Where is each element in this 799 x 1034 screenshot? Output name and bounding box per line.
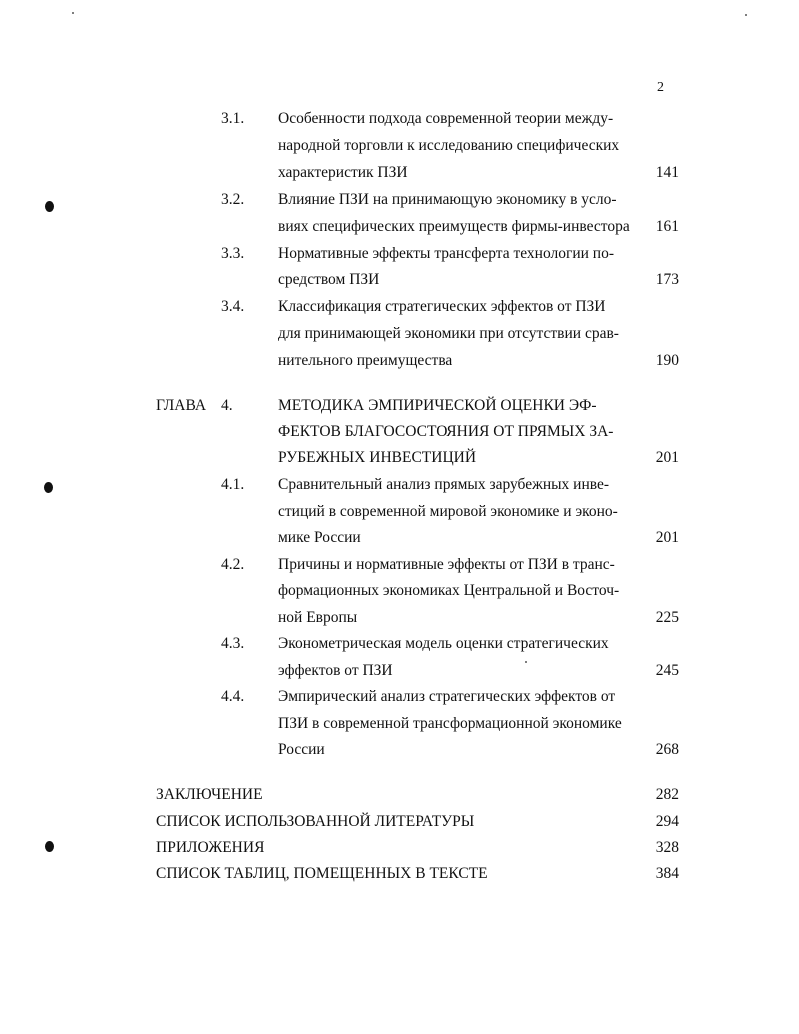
section-title-line: народной торговли к исследованию специфических: [278, 137, 620, 154]
chapter-title-line: ФЕКТОВ БЛАГОСОСТОЯНИЯ ОТ ПРЯМЫХ ЗА-: [278, 423, 614, 440]
section-number: 4.1.: [221, 476, 245, 493]
section-page: 141: [655, 164, 679, 181]
section-title-line: Классификация стратегических эффектов от ПЗИ: [278, 298, 606, 315]
punch-hole-mark: [45, 841, 54, 852]
section-title-line: Влияние ПЗИ на принимающую экономику в усло-: [278, 191, 617, 208]
section-title-line: нительного преимущества: [278, 352, 453, 369]
section-page: 268: [655, 741, 679, 758]
chapter-page: 201: [655, 449, 679, 466]
chapter-label: ГЛАВА: [156, 397, 207, 414]
entry-title: СПИСОК ИСПОЛЬЗОВАННОЙ ЛИТЕРАТУРЫ: [156, 813, 475, 830]
section-number: 4.2.: [221, 556, 245, 573]
section-title-line: мике России: [278, 529, 361, 546]
scan-speck: [72, 12, 74, 14]
section-title-line: Сравнительный анализ прямых зарубежных инве-: [278, 476, 610, 493]
section-title-line: Эмпирический анализ стратегических эффектов от: [278, 688, 616, 705]
section-title-line: Нормативные эффекты трансферта технологии по-: [278, 245, 615, 262]
section-number: 3.4.: [221, 298, 245, 315]
section-page: 201: [655, 529, 679, 546]
section-title-line: стиций в современной мировой экономике и эконо-: [278, 503, 618, 520]
scan-speck: [525, 661, 527, 663]
section-title-line: формационных экономиках Центральной и Восточ-: [278, 582, 620, 599]
section-page: 190: [655, 352, 679, 369]
section-title-line: виях специфических преимуществ фирмы-инвестора: [278, 218, 630, 235]
section-title-line: характеристик ПЗИ: [278, 164, 408, 181]
chapter-title-line: МЕТОДИКА ЭМПИРИЧЕСКОЙ ОЦЕНКИ ЭФ-: [278, 397, 597, 414]
section-title-line: Эконометрическая модель оценки стратегических: [278, 635, 609, 652]
page-number: 2: [657, 80, 664, 95]
section-number: 3.1.: [221, 110, 245, 127]
section-title-line: Особенности подхода современной теории между-: [278, 110, 614, 127]
section-page: 225: [655, 609, 679, 626]
entry-page: 294: [655, 813, 679, 830]
section-title-line: России: [278, 741, 325, 758]
section-title-line: ПЗИ в современной трансформационной экономике: [278, 715, 622, 732]
entry-title: ПРИЛОЖЕНИЯ: [156, 839, 265, 856]
section-number: 4.4.: [221, 688, 245, 705]
section-title-line: ной Европы: [278, 609, 358, 626]
entry-title: СПИСОК ТАБЛИЦ, ПОМЕЩЕННЫХ В ТЕКСТЕ: [156, 865, 488, 882]
section-page: 245: [655, 662, 679, 679]
punch-hole-mark: [44, 482, 53, 493]
section-number: 4.3.: [221, 635, 245, 652]
section-title-line: средством ПЗИ: [278, 271, 380, 288]
section-title-line: Причины и нормативные эффекты от ПЗИ в транс-: [278, 556, 615, 573]
chapter-title-line: РУБЕЖНЫХ ИНВЕСТИЦИЙ: [278, 449, 477, 466]
chapter-number: 4.: [221, 397, 233, 414]
scan-speck: [745, 14, 747, 16]
section-title-line: эффектов от ПЗИ: [278, 662, 393, 679]
entry-page: 384: [655, 865, 679, 882]
section-page: 173: [655, 271, 679, 288]
entry-page: 328: [655, 839, 679, 856]
section-title-line: для принимающей экономики при отсутствии срав-: [278, 325, 619, 342]
punch-hole-mark: [45, 201, 54, 212]
section-page: 161: [655, 218, 679, 235]
entry-title: ЗАКЛЮЧЕНИЕ: [156, 786, 263, 803]
entry-page: 282: [655, 786, 679, 803]
section-number: 3.3.: [221, 245, 245, 262]
section-number: 3.2.: [221, 191, 245, 208]
